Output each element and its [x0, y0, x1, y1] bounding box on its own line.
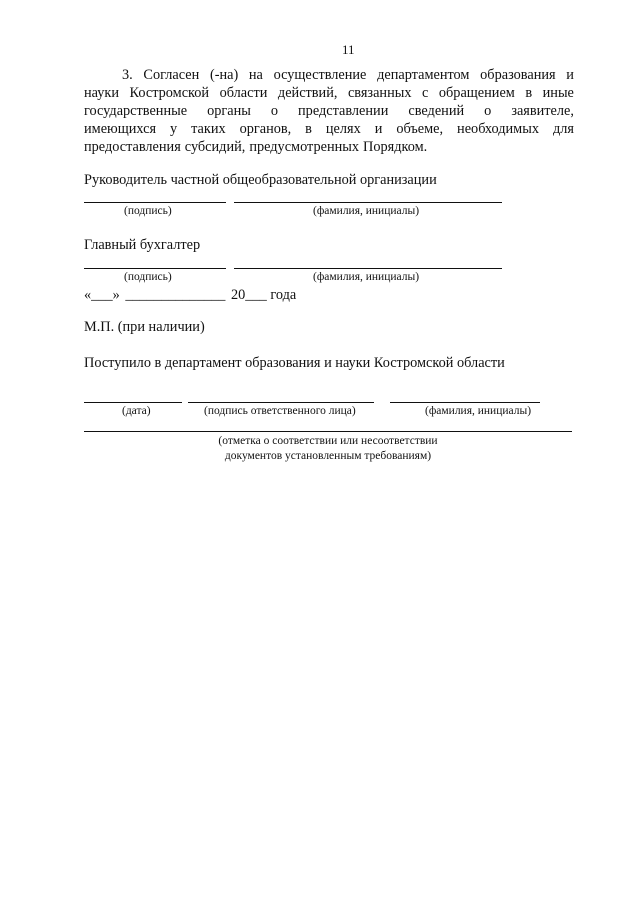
word: у — [170, 121, 178, 137]
word: в — [305, 121, 312, 137]
word: иные — [542, 85, 574, 101]
word: связанных — [347, 85, 412, 101]
open-quote: « — [84, 287, 92, 303]
consent-line-3 — [84, 102, 574, 120]
received-signature-caption: (подпись ответственного лица) — [204, 405, 356, 417]
accountant-name-caption: (фамилия, инициалы) — [313, 271, 420, 283]
compliance-note — [0, 434, 640, 464]
page-number: 11 — [342, 42, 355, 57]
word: необходимых — [457, 121, 539, 137]
word: о — [484, 103, 492, 119]
consent-line-2 — [84, 84, 574, 102]
word: науки — [84, 85, 120, 101]
accountant-name-line[interactable] — [234, 268, 502, 269]
word: образования — [480, 67, 556, 83]
director-signature-line[interactable] — [84, 202, 226, 203]
word: органы — [207, 103, 251, 119]
word: с — [422, 85, 429, 101]
compliance-note-line-1: (отметка о соответствии или несоответствии — [218, 435, 438, 447]
word: в — [525, 85, 533, 101]
consent-line-5 — [84, 138, 574, 156]
received-name-line[interactable] — [390, 402, 540, 403]
word: на — [248, 67, 263, 83]
word: Согласен — [143, 67, 200, 83]
day-blank[interactable]: ___ — [91, 287, 113, 303]
word: органов, — [239, 121, 292, 137]
date-line — [84, 286, 296, 304]
word: 3. — [122, 67, 133, 83]
consent-line-1 — [84, 66, 574, 84]
director-name-caption: (фамилия, инициалы) — [313, 205, 420, 217]
month-blank[interactable]: ______________ — [125, 287, 226, 303]
director-name-line[interactable] — [234, 202, 502, 203]
word: департаментом — [377, 67, 470, 83]
word: заявителе, — [511, 103, 574, 119]
received-date-line[interactable] — [84, 402, 182, 403]
stamp-note: М.П. (при наличии) — [84, 319, 205, 335]
word: Костромской — [129, 85, 210, 101]
compliance-line[interactable] — [84, 431, 572, 432]
consent-line-4 — [84, 120, 574, 138]
accountant-signature-line[interactable] — [84, 268, 226, 269]
word: (-на) — [209, 67, 239, 83]
word: имеющихся — [84, 121, 157, 137]
director-signature-caption: (подпись) — [124, 205, 172, 217]
word: целях — [325, 121, 361, 137]
word: о — [270, 103, 278, 119]
accountant-signature-caption: (подпись) — [124, 271, 172, 283]
word: Порядком. — [363, 139, 428, 155]
accountant-title: Главный бухгалтер — [84, 237, 201, 253]
year-word: года — [270, 287, 297, 303]
word: субсидий, — [184, 139, 246, 155]
word: и — [374, 121, 383, 137]
word: и — [566, 67, 574, 83]
compliance-note-line-2: документов установленным требованиям) — [224, 450, 432, 462]
word: предусмотренных — [249, 139, 360, 155]
word: области — [219, 85, 268, 101]
close-quote: » — [112, 287, 120, 303]
word: государственные — [84, 103, 188, 119]
received-title: Поступило в департамент образования и науки Костромской области — [84, 355, 505, 371]
received-date-caption: (дата) — [122, 405, 151, 417]
word: осуществление — [273, 67, 367, 83]
word: для — [552, 121, 574, 137]
year-blank[interactable]: ___ — [245, 287, 267, 303]
word: обращением — [438, 85, 515, 101]
received-name-caption: (фамилия, инициалы) — [425, 405, 532, 417]
director-title: Руководитель частной общеобразовательной организации — [84, 172, 437, 188]
word: объеме, — [396, 121, 444, 137]
word: действий, — [277, 85, 338, 101]
received-signature-line[interactable] — [188, 402, 374, 403]
word: предоставления — [84, 139, 181, 155]
consent-paragraph — [84, 66, 574, 156]
word: сведений — [408, 103, 465, 119]
word: таких — [191, 121, 226, 137]
word: представлении — [298, 103, 389, 119]
year-prefix: 20 — [231, 287, 246, 303]
